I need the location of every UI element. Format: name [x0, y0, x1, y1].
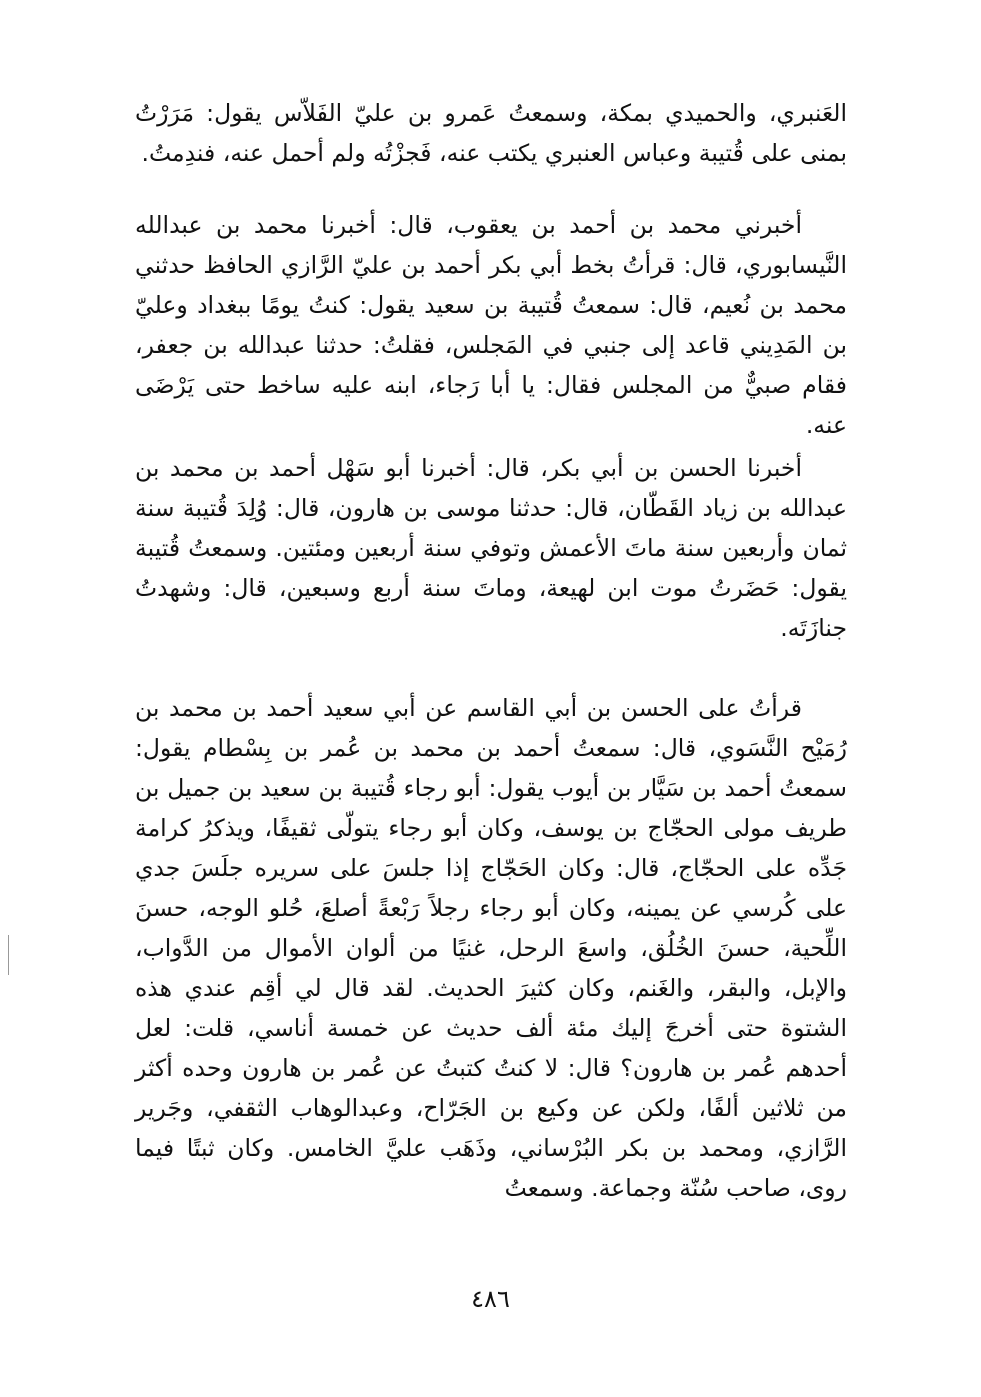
paragraph-2 — [135, 205, 847, 445]
paragraph-text: أخبرنا الحسن بن أبي بكر، قال: أخبرنا أبو سَهْل أحمد بن محمد بن عبدالله بن زياد القَطّان، قال: حدثنا موسى بن هارون، قال: وُلِدَ قُتيبة سنة ثمان وأربعين سنة ماتَ الأعمش وتوفي سنة أربعين ومئتين. وسمعتُ قُتيبة يقول: حَضَرتُ موت ابن لهيعة، وماتَ سنة أربع وسبعين، قال: وشهدتُ جنازَتَه. — [135, 454, 847, 642]
paragraph-text: قرأتُ على الحسن بن أبي القاسم عن أبي سعيد أحمد بن محمد بن رُمَيْح النَّسَوي، قال: سمعتُ أحمد بن محمد بن عُمر بن بِسْطام يقول: سمعتُ أحمد بن سَيَّار بن أيوب يقول: أبو رجاء قُتيبة بن سعيد بن جميل بن طريف مولى الحجّاج بن يوسف، وكان أبو رجاء يتولّى ثقيفًا، ويذكرُ كرامة جَدِّه على الحجّاج، قال: وكان الحَجّاج إذا جلسَ على سريره جلَسَ جدي على كُرسي عن يمينه، وكان أبو رجاء رجلاً رَبْعةً أصلعَ، حُلو الوجه، حسنَ اللِّحية، حسنَ الخُلُق، واسعَ الرحل، غنيًا من ألوان الأموال من الدَّواب، والإبل، والبقر، والغَنم، وكان كثيرَ الحديث. لقد قال لي أقِم عندي هذه الشتوة حتى أخرجَ إليك مئة ألف حديث عن خمسة أناسي، قلت: لعل أحدهم عُمر بن هارون؟ قال: لا كنتُ كتبتُ عن عُمر بن هارون وحده أكثر من ثلاثين ألفًا، ولكن عن وكيع بن الجَرّاح، وعبدالوهاب الثقفي، وجَرير الرَّازي، ومحمد بن بكر البُرْساني، وذَهَب عليَّ الخامس. وكان ثبتًا فيما روى، صاحب سُنّة وجماعة. وسمعتُ — [135, 694, 847, 1202]
page-number: ٤٨٦ — [471, 1285, 510, 1313]
paragraph-text: العَنبري، والحميدي بمكة، وسمعتُ عَمرو بن عليّ الفَلاّس يقول: مَرَرْتُ بمنى على قُتيبة وعباس العنبري يكتب عنه، فَجزْتُه ولم أحمل عنه، فندِمتُ. — [135, 99, 847, 167]
scan-edge-mark — [8, 935, 9, 975]
paragraph-3 — [135, 448, 847, 648]
paragraph-4 — [135, 688, 847, 1208]
paragraph-1 — [135, 93, 847, 173]
paragraph-text: أخبرني محمد بن أحمد بن يعقوب، قال: أخبرنا محمد بن عبدالله النَّيسابوري، قال: قرأتُ بخط أبي بكر أحمد بن عليّ الرَّازي الحافظ حدثني محمد بن نُعيم، قال: سمعتُ قُتيبة بن سعيد يقول: كنتُ يومًا ببغداد وعليّ بن المَدِيني قاعد إلى جنبي في المَجلس، فقلتُ: حدثنا عبدالله بن جعفر، فقام صبيٌّ من المجلس فقال: يا أبا رَجاء، ابنه عليه ساخط حتى يَرْضَى عنه. — [135, 211, 847, 439]
